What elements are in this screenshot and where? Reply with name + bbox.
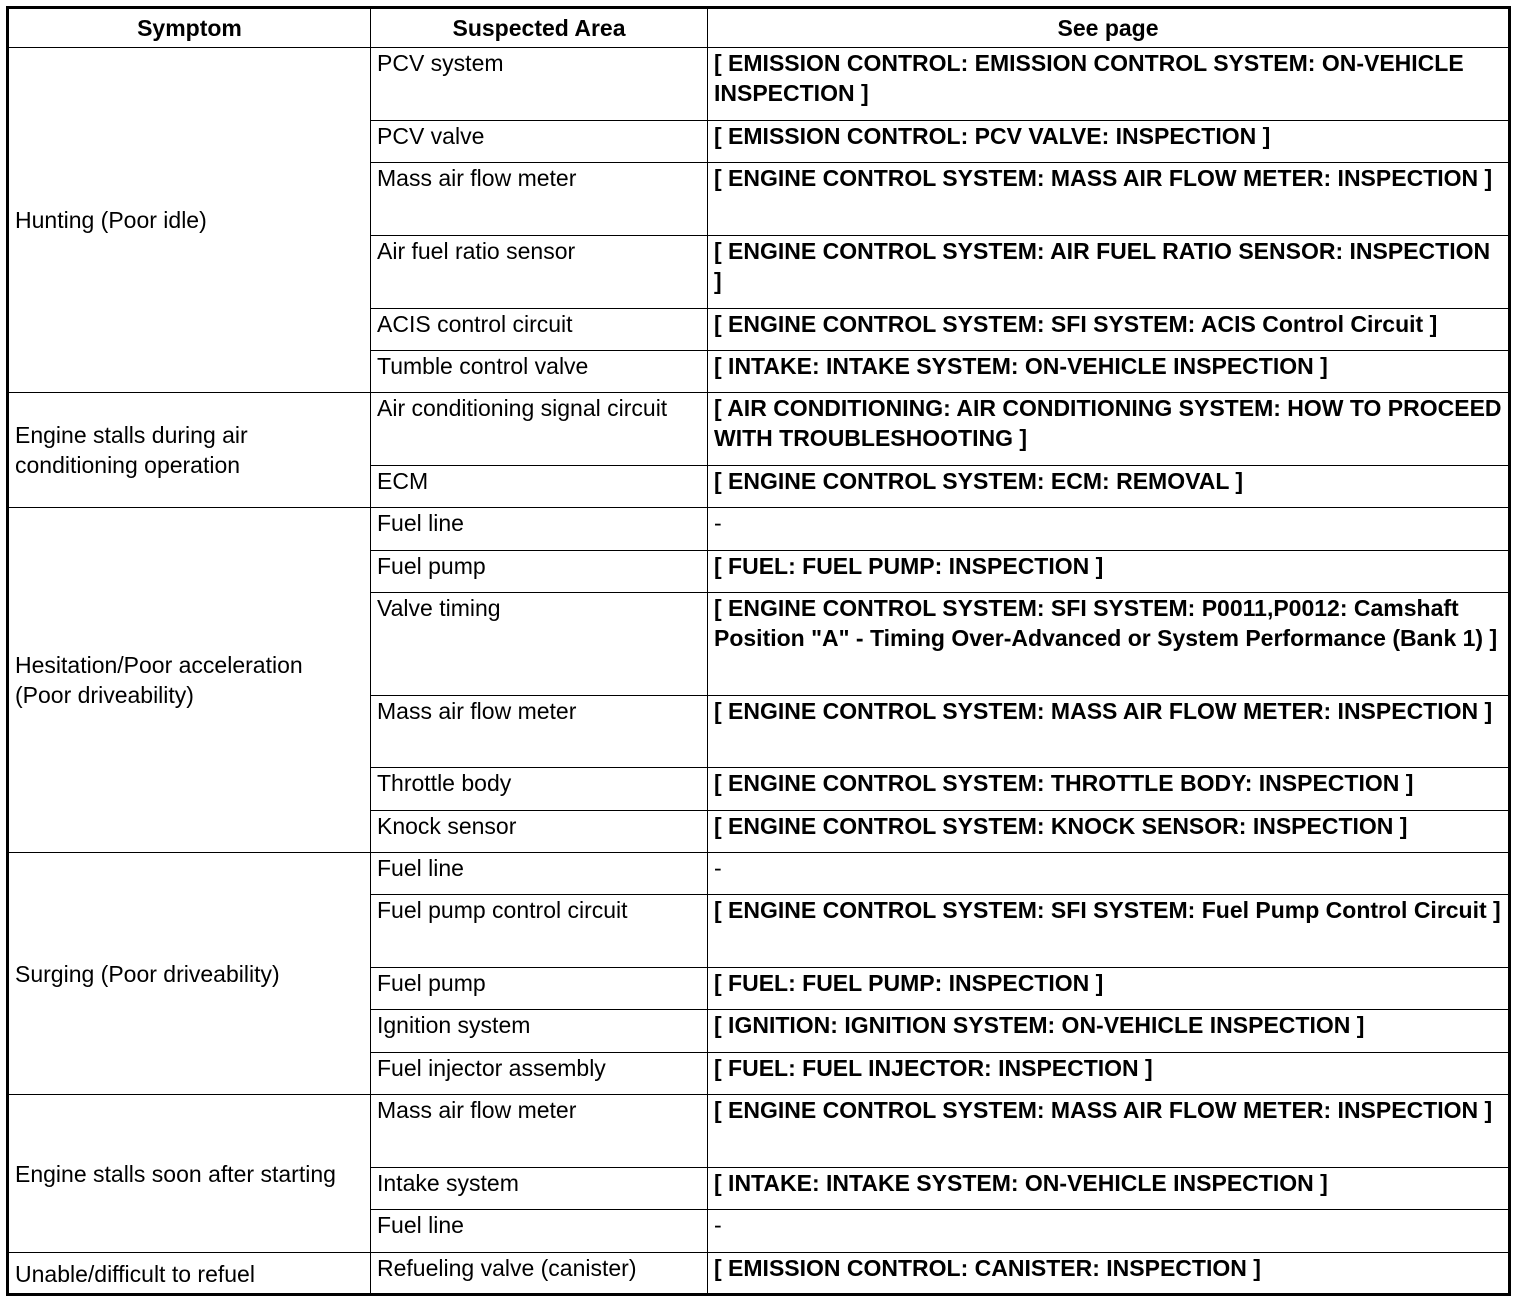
see-page-reference[interactable]: [ ENGINE CONTROL SYSTEM: THROTTLE BODY: INSPECTION ] (708, 768, 1510, 811)
see-page-reference[interactable]: [ ENGINE CONTROL SYSTEM: SFI SYSTEM: P0011,P0012: Camshaft Position "A" - Timing Over-Advanced or System Performance (Bank 1) ] (708, 593, 1510, 696)
suspected-area-cell: Air conditioning signal circuit (371, 393, 708, 466)
suspected-area-cell: Tumble control valve (371, 351, 708, 393)
see-page-reference[interactable]: [ ENGINE CONTROL SYSTEM: MASS AIR FLOW METER: INSPECTION ] (708, 1095, 1510, 1168)
see-page-reference[interactable]: [ ENGINE CONTROL SYSTEM: KNOCK SENSOR: INSPECTION ] (708, 811, 1510, 853)
header-suspected-area: Suspected Area (371, 8, 708, 48)
suspected-area-cell: Mass air flow meter (371, 1095, 708, 1168)
table-row (8, 853, 1510, 895)
see-page-reference[interactable]: [ ENGINE CONTROL SYSTEM: AIR FUEL RATIO SENSOR: INSPECTION ] (708, 236, 1510, 309)
table-row (8, 1095, 1510, 1168)
suspected-area-cell: Refueling valve (canister) (371, 1253, 708, 1295)
suspected-area-cell: Fuel pump control circuit (371, 895, 708, 968)
table-row (8, 48, 1510, 121)
see-page-reference[interactable]: [ FUEL: FUEL PUMP: INSPECTION ] (708, 551, 1510, 593)
suspected-area-cell: Fuel line (371, 508, 708, 551)
see-page-reference[interactable]: [ ENGINE CONTROL SYSTEM: MASS AIR FLOW METER: INSPECTION ] (708, 163, 1510, 236)
suspected-area-cell: Mass air flow meter (371, 696, 708, 768)
suspected-area-cell: Fuel line (371, 853, 708, 895)
suspected-area-cell: Knock sensor (371, 811, 708, 853)
see-page-reference: - (708, 1210, 1510, 1253)
suspected-area-cell: PCV valve (371, 121, 708, 163)
table-row (8, 1253, 1510, 1295)
suspected-area-cell: Throttle body (371, 768, 708, 811)
see-page-reference[interactable]: [ EMISSION CONTROL: PCV VALVE: INSPECTION ] (708, 121, 1510, 163)
see-page-reference[interactable]: [ EMISSION CONTROL: EMISSION CONTROL SYSTEM: ON-VEHICLE INSPECTION ] (708, 48, 1510, 121)
suspected-area-cell: Fuel pump (371, 551, 708, 593)
symptom-cell: Engine stalls during air conditioning operation (8, 393, 371, 508)
see-page-reference[interactable]: [ ENGINE CONTROL SYSTEM: MASS AIR FLOW METER: INSPECTION ] (708, 696, 1510, 768)
see-page-reference[interactable]: [ ENGINE CONTROL SYSTEM: SFI SYSTEM: Fuel Pump Control Circuit ] (708, 895, 1510, 968)
see-page-reference: - (708, 853, 1510, 895)
see-page-reference: - (708, 508, 1510, 551)
symptom-cell: Surging (Poor driveability) (8, 853, 371, 1095)
see-page-reference[interactable]: [ ENGINE CONTROL SYSTEM: SFI SYSTEM: ACIS Control Circuit ] (708, 309, 1510, 351)
see-page-reference[interactable]: [ ENGINE CONTROL SYSTEM: ECM: REMOVAL ] (708, 466, 1510, 508)
suspected-area-cell: Fuel line (371, 1210, 708, 1253)
header-row (8, 8, 1510, 48)
suspected-area-cell: Mass air flow meter (371, 163, 708, 236)
suspected-area-cell: Ignition system (371, 1010, 708, 1053)
table-row (8, 508, 1510, 551)
suspected-area-cell: Fuel pump (371, 968, 708, 1010)
suspected-area-cell: Valve timing (371, 593, 708, 696)
table-row (8, 393, 1510, 466)
suspected-area-cell: ACIS control circuit (371, 309, 708, 351)
see-page-reference[interactable]: [ FUEL: FUEL INJECTOR: INSPECTION ] (708, 1053, 1510, 1095)
suspected-area-cell: Air fuel ratio sensor (371, 236, 708, 309)
see-page-reference[interactable]: [ INTAKE: INTAKE SYSTEM: ON-VEHICLE INSPECTION ] (708, 351, 1510, 393)
see-page-reference[interactable]: [ AIR CONDITIONING: AIR CONDITIONING SYSTEM: HOW TO PROCEED WITH TROUBLESHOOTING ] (708, 393, 1510, 466)
symptom-cell: Hesitation/Poor acceleration (Poor driveability) (8, 508, 371, 853)
suspected-area-cell: Intake system (371, 1168, 708, 1210)
suspected-area-cell: Fuel injector assembly (371, 1053, 708, 1095)
symptom-table (6, 6, 1511, 1296)
symptom-cell: Engine stalls soon after starting (8, 1095, 371, 1253)
suspected-area-cell: PCV system (371, 48, 708, 121)
see-page-reference[interactable]: [ EMISSION CONTROL: CANISTER: INSPECTION ] (708, 1253, 1510, 1295)
symptom-cell: Hunting (Poor idle) (8, 48, 371, 393)
see-page-reference[interactable]: [ IGNITION: IGNITION SYSTEM: ON-VEHICLE INSPECTION ] (708, 1010, 1510, 1053)
see-page-reference[interactable]: [ FUEL: FUEL PUMP: INSPECTION ] (708, 968, 1510, 1010)
see-page-reference[interactable]: [ INTAKE: INTAKE SYSTEM: ON-VEHICLE INSPECTION ] (708, 1168, 1510, 1210)
suspected-area-cell: ECM (371, 466, 708, 508)
symptom-cell: Unable/difficult to refuel (8, 1253, 371, 1295)
header-symptom: Symptom (8, 8, 371, 48)
header-see-page: See page (708, 8, 1510, 48)
